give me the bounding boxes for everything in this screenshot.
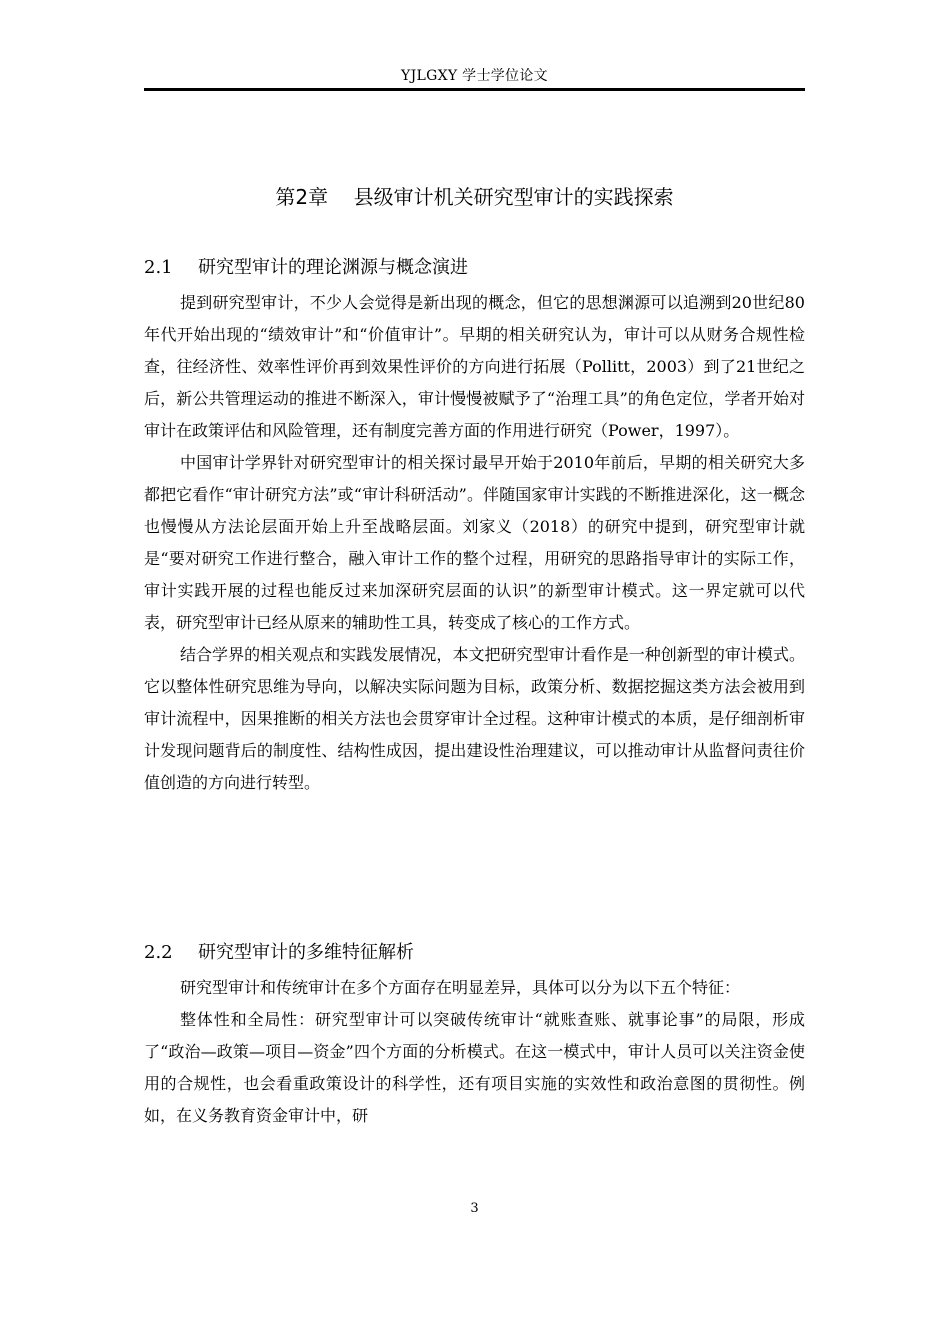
section-number: 2.2 [144,942,173,963]
paragraph: 整体性和全局性：研究型审计可以突破传统审计“就账查账、就事论事”的局限，形成了“政治—政策—项目—资金”四个方面的分析模式。在这一模式中，审计人员可以关注资金使用的合规性，也会看重政策设计的科学性，还有项目实施的实效性和政治意图的贯彻性。例如，在义务教育资金审计中，研 [144,1010,805,1125]
paragraph: 中国审计学界针对研究型审计的相关探讨最早开始于2010年前后，早期的相关研究大多都把它看作“审计研究方法”或“审计科研活动”。伴随国家审计实践的不断推进深化，这一概念也慢慢从方法论层面开始上升至战略层面。刘家义（2018）的研究中提到，研究型审计就是“要对研究工作进行整合，融入审计工作的整个过程，用研究的思路指导审计的实际工作，审计实践开展的过程也能反过来加深研究层面的认识”的新型审计模式。这一界定就可以代表，研究型审计已经从原来的辅助性工具，转变成了核心的工作方式。 [144,453,805,632]
section-title: 研究型审计的多维特征解析 [198,942,414,963]
chapter-title: 第2章 县级审计机关研究型审计的实践探索 [275,185,674,209]
section-title: 研究型审计的理论渊源与概念演进 [198,257,468,278]
paragraph: 结合学界的相关观点和实践发展情况，本文把研究型审计看作是一种创新型的审计模式。它以整体性研究思维为导向，以解决实际问题为目标，政策分析、数据挖掘这类方法会被用到审计流程中，因果推断的相关方法也会贯穿审计全过程。这种审计模式的本质，是仔细剖析审计发现问题背后的制度性、结构性成因，提出建设性治理建议，可以推动审计从监督问责往价值创造的方向进行转型。 [144,645,805,792]
section-heading [144,253,805,283]
paragraph: 研究型审计和传统审计在多个方面存在明显差异，具体可以分为以下五个特征： [180,978,741,997]
page-header: YJLGXY 学士学位论文 [401,68,548,84]
section-heading [144,938,805,968]
header-rule [144,88,805,91]
section-2-2 [144,938,805,1132]
page-number: 3 [470,1201,479,1216]
section-number: 2.1 [144,257,173,278]
paragraph: 提到研究型审计，不少人会觉得是新出现的概念，但它的思想渊源可以追溯到20世纪80年代开始出现的“绩效审计”和“价值审计”。早期的相关研究认为，审计可以从财务合规性检查，往经济性、效率性评价再到效果性评价的方向进行拓展（Pollitt，2003）到了21世纪之后，新公共管理运动的推进不断深入，审计慢慢被赋予了“治理工具”的角色定位，学者开始对审计在政策评估和风险管理，还有制度完善方面的作用进行研究（Power，1997）。 [144,293,805,440]
section-2-1 [144,253,805,799]
